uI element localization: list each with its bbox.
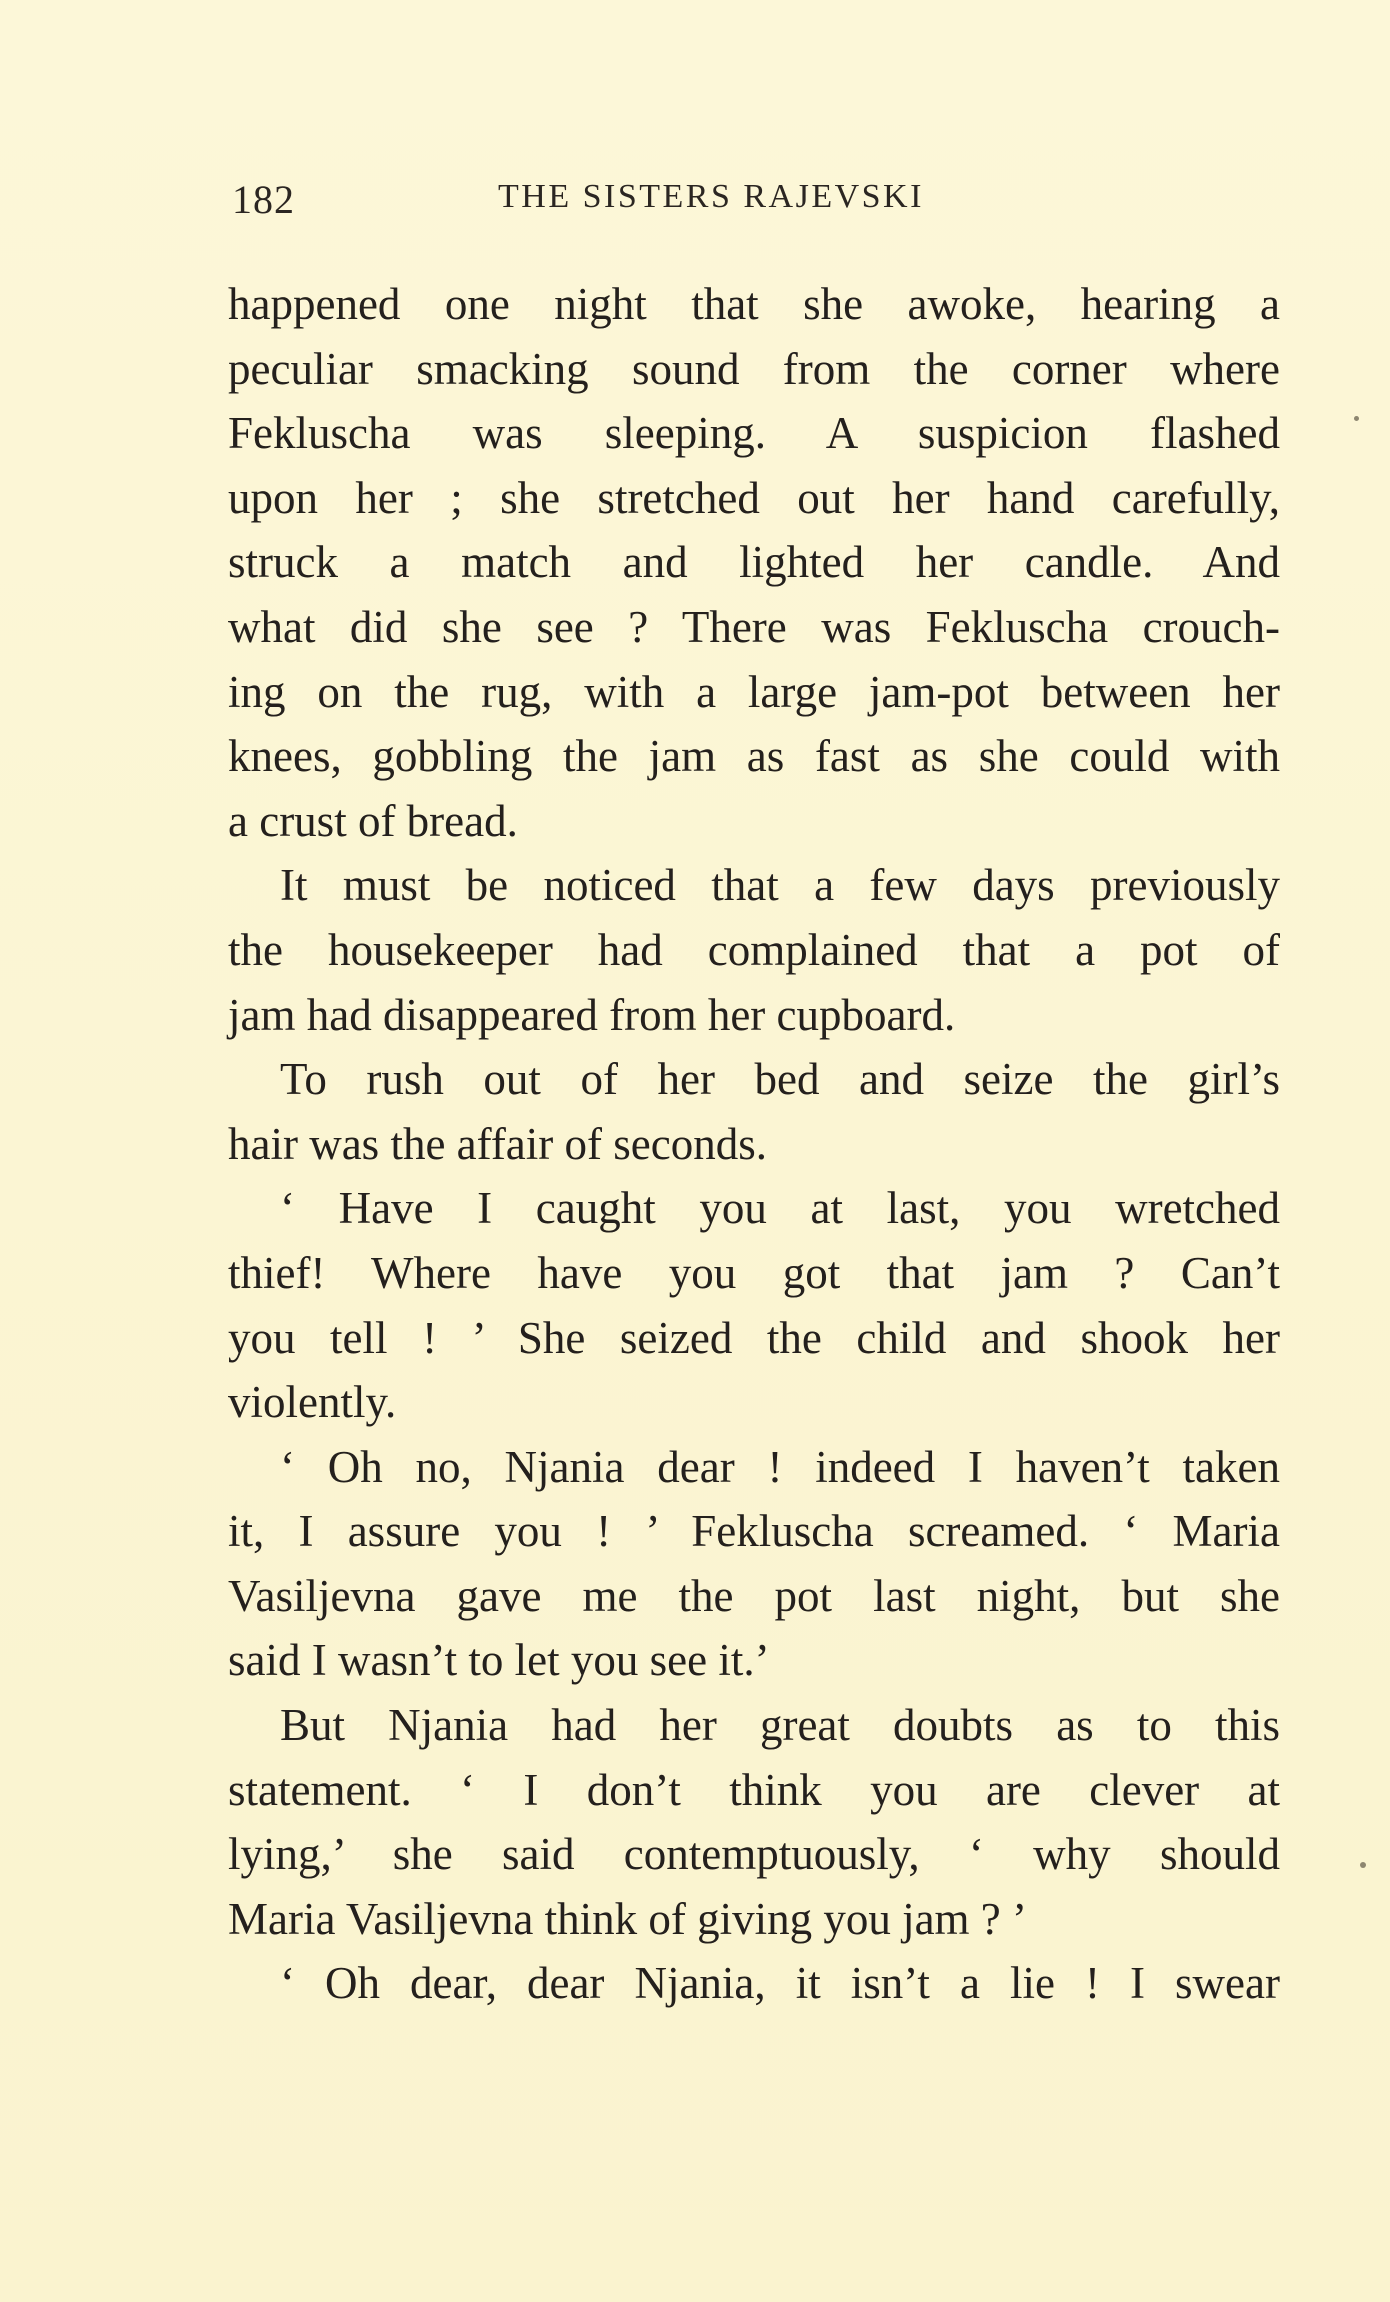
text-line: violently.	[228, 1377, 397, 1428]
text-line: lying,’ she said contemptuously, ‘ why should	[228, 1829, 1280, 1880]
text-line: said I wasn’t to let you see it.’	[228, 1635, 770, 1686]
page-number: 182	[232, 177, 295, 222]
text-line: But Njania had her great doubts as to this	[280, 1700, 1280, 1751]
text-line: the housekeeper had complained that a pot of	[228, 924, 1280, 975]
text-line: To rush out of her bed and seize the girl’s	[280, 1054, 1280, 1105]
text-line: hair was the affair of seconds.	[228, 1118, 767, 1169]
speck	[1360, 1862, 1366, 1868]
text-line: ‘ Oh dear, dear Njania, it isn’t a lie ! I swear	[280, 1958, 1280, 2009]
text-line: peculiar smacking sound from the corner where	[228, 343, 1280, 394]
text-line: Fekluscha was sleeping. A suspicion flashed	[228, 408, 1280, 459]
text-line: Maria Vasiljevna think of giving you jam ? ’	[228, 1893, 1028, 1944]
text-line: knees, gobbling the jam as fast as she could with	[228, 731, 1280, 782]
text-line: upon her ; she stretched out her hand carefully,	[228, 472, 1280, 523]
text-line: jam had disappeared from her cupboard.	[228, 989, 956, 1040]
text-line: a crust of bread.	[228, 795, 518, 846]
text-line: struck a match and lighted her candle. And	[228, 537, 1280, 588]
speck	[1354, 416, 1359, 421]
text-line: thief! Where have you got that jam ? Can’t	[228, 1247, 1280, 1298]
running-title: THE SISTERS RAJEVSKI	[498, 178, 924, 215]
running-head	[232, 176, 1018, 236]
text-line: statement. ‘ I don’t think you are clever at	[228, 1764, 1280, 1815]
text-line: ing on the rug, with a large jam-pot between her	[228, 666, 1280, 717]
text-line: ‘ Oh no, Njania dear ! indeed I haven’t taken	[280, 1441, 1280, 1492]
text-line: you tell ! ’ She seized the child and shook her	[228, 1312, 1280, 1363]
text-line: It must be noticed that a few days previously	[280, 860, 1280, 911]
text-line: ‘ Have I caught you at last, you wretched	[280, 1183, 1280, 1234]
text-line: Vasiljevna gave me the pot last night, but she	[228, 1570, 1280, 1621]
text-line: it, I assure you ! ’ Fekluscha screamed. ‘ Maria	[228, 1506, 1280, 1557]
text-line: happened one night that she awoke, hearing a	[228, 279, 1280, 329]
body-text	[228, 272, 1280, 2016]
text-line: what did she see ? There was Fekluscha crouch-	[228, 601, 1280, 652]
